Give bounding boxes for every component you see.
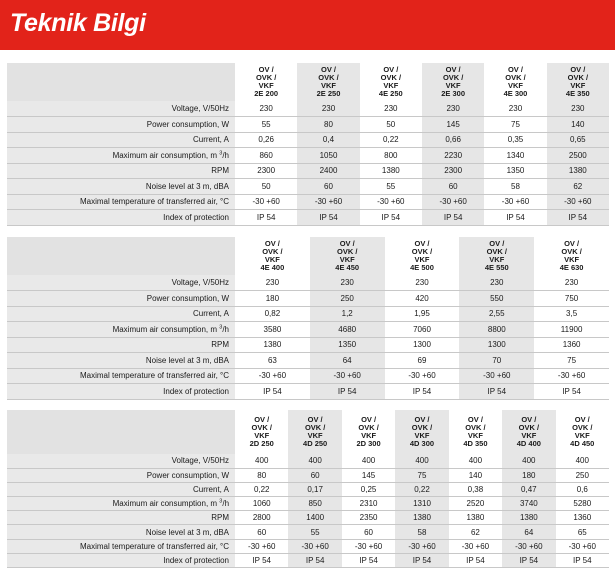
- table-cell: 3580: [235, 322, 310, 338]
- table-cell: IP 54: [422, 210, 484, 226]
- table-cell: -30 +60: [547, 194, 609, 210]
- table-row: [7, 539, 609, 553]
- model-series-line: VKF: [307, 431, 323, 440]
- table-cell: 0,4: [297, 132, 359, 148]
- table-cell: 5280: [556, 497, 609, 511]
- model-header: [547, 63, 609, 101]
- row-label: Index of protection: [7, 384, 235, 400]
- table-cell: 2500: [547, 148, 609, 164]
- model-series-line: VKF: [489, 255, 505, 264]
- table-cell: 1300: [459, 337, 534, 353]
- table-cell: 1,2: [310, 306, 385, 322]
- table-cell: 145: [342, 468, 395, 482]
- table-cell: IP 54: [534, 384, 609, 400]
- model-series-line: OVK /: [411, 423, 433, 432]
- row-label: Maximal temperature of transferred air, °C: [7, 539, 235, 553]
- table-cell: 1360: [556, 511, 609, 525]
- table-cell: 2520: [449, 497, 502, 511]
- table-cell: 1380: [395, 511, 448, 525]
- table-cell: 0,65: [547, 132, 609, 148]
- model-name: 2E 250: [316, 89, 341, 98]
- table-cell: 75: [395, 468, 448, 482]
- table-row: [7, 482, 609, 496]
- header-row: [7, 410, 609, 454]
- table-cell: 180: [502, 468, 555, 482]
- table-cell: 230: [484, 101, 546, 117]
- table-row: [7, 132, 609, 148]
- table-cell: 0,26: [235, 132, 297, 148]
- table-cell: IP 54: [310, 384, 385, 400]
- table-cell: 64: [502, 525, 555, 539]
- table-cell: 2800: [235, 511, 288, 525]
- table-cell: 0,66: [422, 132, 484, 148]
- table-cell: 400: [288, 454, 341, 468]
- table-cell: 140: [449, 468, 502, 482]
- model-series-line: OV /: [264, 239, 280, 248]
- table-cell: -30 +60: [297, 194, 359, 210]
- row-label: Voltage, V/50Hz: [7, 101, 235, 117]
- model-series-line: OVK /: [518, 423, 540, 432]
- table-cell: 850: [288, 497, 341, 511]
- model-series-line: OV /: [414, 239, 430, 248]
- model-series-line: OV /: [307, 415, 323, 424]
- model-series-line: VKF: [361, 431, 377, 440]
- table-cell: 1400: [288, 511, 341, 525]
- table-cell: 2230: [422, 148, 484, 164]
- table-cell: 64: [310, 353, 385, 369]
- header-blank: [7, 410, 235, 454]
- model-name: 2E 300: [441, 89, 466, 98]
- table-cell: 400: [449, 454, 502, 468]
- model-series-line: VKF: [258, 81, 274, 90]
- header-blank: [7, 63, 235, 101]
- table-row: [7, 454, 609, 468]
- table-row: [7, 368, 609, 384]
- model-series-line: OVK /: [486, 247, 507, 256]
- table-cell: 0,22: [360, 132, 422, 148]
- table-cell: 180: [235, 291, 310, 307]
- model-series-line: OV /: [467, 415, 483, 424]
- table-cell: -30 +60: [385, 368, 460, 384]
- model-header: [556, 410, 609, 454]
- table-row: [7, 306, 609, 322]
- table-cell: 0,6: [556, 482, 609, 496]
- model-series-line: VKF: [445, 81, 461, 90]
- table-cell: 60: [342, 525, 395, 539]
- table-cell: 400: [502, 454, 555, 468]
- table-cell: 1380: [235, 337, 310, 353]
- model-name: 4E 300: [503, 89, 528, 98]
- table-cell: 75: [534, 353, 609, 369]
- model-name: 4D 450: [570, 439, 595, 448]
- model-series-line: VKF: [574, 431, 590, 440]
- model-header: [342, 410, 395, 454]
- table-cell: 65: [556, 525, 609, 539]
- table-cell: -30 +60: [395, 539, 448, 553]
- table-row: [7, 384, 609, 400]
- table-cell: 1060: [235, 497, 288, 511]
- table-cell: 55: [235, 117, 297, 133]
- row-label: Maximum air consumption, m $^3$/h: [7, 322, 235, 338]
- row-label: Maximum air consumption, m $^3$/h: [7, 497, 235, 511]
- table-row: [7, 179, 609, 195]
- row-label: Current, A: [7, 132, 235, 148]
- model-name: 4E 400: [260, 263, 285, 272]
- table-cell: -30 +60: [556, 539, 609, 553]
- row-label: RPM: [7, 163, 235, 179]
- row-label: Maximal temperature of transferred air, °C: [7, 194, 235, 210]
- table-cell: 7060: [385, 322, 460, 338]
- table-cell: -30 +60: [534, 368, 609, 384]
- table-cell: -30 +60: [235, 539, 288, 553]
- table-cell: 75: [484, 117, 546, 133]
- model-series-line: OV /: [383, 65, 399, 74]
- model-series-line: OV /: [521, 415, 537, 424]
- table-cell: 1340: [484, 148, 546, 164]
- table-row: [7, 101, 609, 117]
- table-cell: IP 54: [502, 553, 555, 567]
- table-cell: 63: [235, 353, 310, 369]
- table-row: [7, 525, 609, 539]
- model-series-line: OV /: [320, 65, 336, 74]
- model-series-line: OVK /: [255, 73, 277, 82]
- model-series-line: OV /: [339, 239, 355, 248]
- table-row: [7, 163, 609, 179]
- table-cell: IP 54: [395, 553, 448, 567]
- table-cell: -30 +60: [235, 194, 297, 210]
- model-series-line: VKF: [383, 81, 399, 90]
- model-header: [360, 63, 422, 101]
- model-series-line: VKF: [264, 255, 280, 264]
- table-row: [7, 275, 609, 291]
- title-banner: [0, 0, 615, 50]
- header-row: [7, 237, 609, 275]
- table-cell: 230: [235, 275, 310, 291]
- table-cell: 0,47: [502, 482, 555, 496]
- row-label: Voltage, V/50Hz: [7, 275, 235, 291]
- model-header: [288, 410, 341, 454]
- table-cell: -30 +60: [502, 539, 555, 553]
- model-series-line: VKF: [339, 255, 355, 264]
- table-cell: 2300: [235, 163, 297, 179]
- model-series-line: VKF: [414, 431, 430, 440]
- table-cell: 2,55: [459, 306, 534, 322]
- row-label: Noise level at 3 m, dBA: [7, 525, 235, 539]
- model-series-line: OVK /: [262, 247, 283, 256]
- model-header: [395, 410, 448, 454]
- table-cell: IP 54: [360, 210, 422, 226]
- model-name: 2D 250: [249, 439, 274, 448]
- header-row: [7, 63, 609, 101]
- model-series-line: VKF: [414, 255, 430, 264]
- table-cell: 750: [534, 291, 609, 307]
- table-cell: 0,25: [342, 482, 395, 496]
- model-series-line: OVK /: [442, 73, 464, 82]
- table-cell: 140: [547, 117, 609, 133]
- table-cell: IP 54: [385, 384, 460, 400]
- model-series-line: OV /: [489, 239, 505, 248]
- model-name: 4D 350: [463, 439, 488, 448]
- model-series-line: OVK /: [561, 247, 582, 256]
- table-cell: IP 54: [235, 553, 288, 567]
- table-cell: 0,82: [235, 306, 310, 322]
- table-cell: IP 54: [297, 210, 359, 226]
- table-cell: 60: [235, 525, 288, 539]
- model-name: 2D 300: [356, 439, 381, 448]
- table-cell: 2310: [342, 497, 395, 511]
- table-cell: 400: [235, 454, 288, 468]
- table-cell: IP 54: [288, 553, 341, 567]
- model-name: 4D 300: [409, 439, 435, 448]
- table-cell: IP 54: [484, 210, 546, 226]
- model-name: 4E 450: [335, 263, 360, 272]
- model-series-line: OV /: [507, 65, 523, 74]
- model-series-line: OV /: [258, 65, 274, 74]
- table-row: [7, 353, 609, 369]
- table-cell: -30 +60: [310, 368, 385, 384]
- model-series-line: OVK /: [380, 73, 402, 82]
- model-series-line: OVK /: [465, 423, 486, 432]
- table-cell: 58: [484, 179, 546, 195]
- model-header: [235, 237, 310, 275]
- table-cell: 2400: [297, 163, 359, 179]
- table-row: [7, 291, 609, 307]
- table-cell: 250: [556, 468, 609, 482]
- table-cell: IP 54: [342, 553, 395, 567]
- table-cell: 3,5: [534, 306, 609, 322]
- table-cell: 1380: [449, 511, 502, 525]
- table-cell: 400: [395, 454, 448, 468]
- model-name: 4D 400: [516, 439, 541, 448]
- table-cell: 80: [235, 468, 288, 482]
- table-row: [7, 210, 609, 226]
- model-series-line: OV /: [361, 415, 377, 424]
- spec-table-1: [7, 63, 609, 226]
- row-label: Current, A: [7, 306, 235, 322]
- table-cell: 230: [459, 275, 534, 291]
- row-label: Power consumption, W: [7, 291, 235, 307]
- table-cell: 1050: [297, 148, 359, 164]
- model-series-line: OVK /: [358, 423, 379, 432]
- model-header: [385, 237, 460, 275]
- table-cell: -30 +60: [342, 539, 395, 553]
- row-label: Current, A: [7, 482, 235, 496]
- table-cell: IP 54: [235, 384, 310, 400]
- table-cell: 1300: [385, 337, 460, 353]
- table-cell: 1350: [484, 163, 546, 179]
- model-series-line: OV /: [414, 415, 430, 424]
- model-series-line: VKF: [320, 81, 336, 90]
- model-name: 4E 250: [378, 89, 403, 98]
- spec-table-3: [7, 410, 609, 568]
- row-label: Power consumption, W: [7, 468, 235, 482]
- table-cell: 1360: [534, 337, 609, 353]
- model-name: 4D 250: [303, 439, 328, 448]
- table-cell: 230: [235, 101, 297, 117]
- table-cell: 4680: [310, 322, 385, 338]
- table-cell: -30 +60: [484, 194, 546, 210]
- table-row: [7, 117, 609, 133]
- table-cell: 230: [360, 101, 422, 117]
- model-series-line: OVK /: [336, 247, 358, 256]
- table-cell: 1380: [547, 163, 609, 179]
- table-row: [7, 337, 609, 353]
- table-cell: -30 +60: [422, 194, 484, 210]
- table-cell: 800: [360, 148, 422, 164]
- model-header: [449, 410, 502, 454]
- row-label: RPM: [7, 511, 235, 525]
- model-header: [310, 237, 385, 275]
- row-label: Maximum air consumption, m $^3$/h: [7, 148, 235, 164]
- table-cell: 62: [547, 179, 609, 195]
- table-cell: 550: [459, 291, 534, 307]
- table-cell: 0,22: [395, 482, 448, 496]
- model-name: 4E 550: [484, 263, 509, 272]
- table-cell: 0,17: [288, 482, 341, 496]
- model-series-line: OVK /: [505, 73, 526, 82]
- table-row: [7, 511, 609, 525]
- table-cell: 1380: [360, 163, 422, 179]
- table-cell: 62: [449, 525, 502, 539]
- table-cell: 230: [422, 101, 484, 117]
- table-cell: 50: [235, 179, 297, 195]
- model-name: 4E 500: [410, 263, 434, 272]
- table-cell: 0,22: [235, 482, 288, 496]
- model-series-line: VKF: [570, 81, 586, 90]
- model-name: 4E 350: [565, 89, 590, 98]
- table-cell: 230: [385, 275, 460, 291]
- table-cell: -30 +60: [235, 368, 310, 384]
- row-label: RPM: [7, 337, 235, 353]
- table-cell: 230: [534, 275, 609, 291]
- table-cell: 2300: [422, 163, 484, 179]
- row-label: Noise level at 3 m, dBA: [7, 179, 235, 195]
- model-series-line: OVK /: [567, 73, 589, 82]
- table-cell: -30 +60: [459, 368, 534, 384]
- table-cell: 0,38: [449, 482, 502, 496]
- model-series-line: OVK /: [318, 73, 339, 82]
- model-series-line: OVK /: [411, 247, 433, 256]
- table-row: [7, 553, 609, 567]
- model-series-line: VKF: [521, 431, 537, 440]
- table-cell: 145: [422, 117, 484, 133]
- model-header: [534, 237, 609, 275]
- row-label: Noise level at 3 m, dBA: [7, 353, 235, 369]
- model-series-line: VKF: [467, 431, 483, 440]
- model-series-line: OV /: [445, 65, 461, 74]
- table-cell: 400: [342, 454, 395, 468]
- model-header: [297, 63, 359, 101]
- table-row: [7, 148, 609, 164]
- table-cell: 1350: [310, 337, 385, 353]
- table-cell: 230: [547, 101, 609, 117]
- table-cell: -30 +60: [449, 539, 502, 553]
- model-header: [484, 63, 546, 101]
- table-cell: 60: [422, 179, 484, 195]
- model-name: 2E 200: [254, 89, 279, 98]
- table-cell: IP 54: [459, 384, 534, 400]
- table-cell: 3740: [502, 497, 555, 511]
- table-cell: IP 54: [556, 553, 609, 567]
- table-cell: 420: [385, 291, 460, 307]
- table-row: [7, 322, 609, 338]
- table-cell: IP 54: [449, 553, 502, 567]
- table-cell: 230: [297, 101, 359, 117]
- model-series-line: VKF: [564, 255, 580, 264]
- model-series-line: OV /: [254, 415, 270, 424]
- model-header: [235, 410, 288, 454]
- table-cell: 60: [288, 468, 341, 482]
- model-header: [459, 237, 534, 275]
- table-cell: 55: [360, 179, 422, 195]
- table-cell: -30 +60: [360, 194, 422, 210]
- row-label: Index of protection: [7, 553, 235, 567]
- model-series-line: OV /: [574, 415, 590, 424]
- table-row: [7, 497, 609, 511]
- table-cell: 860: [235, 148, 297, 164]
- model-series-line: OVK /: [251, 423, 272, 432]
- table-cell: 400: [556, 454, 609, 468]
- table-row: [7, 194, 609, 210]
- table-cell: 230: [310, 275, 385, 291]
- row-label: Index of protection: [7, 210, 235, 226]
- row-label: Power consumption, W: [7, 117, 235, 133]
- table-cell: 1380: [502, 511, 555, 525]
- model-series-line: OV /: [564, 239, 580, 248]
- table-cell: 1310: [395, 497, 448, 511]
- header-blank: [7, 237, 235, 275]
- table-row: [7, 468, 609, 482]
- model-series-line: VKF: [507, 81, 523, 90]
- table-cell: 11900: [534, 322, 609, 338]
- table-cell: IP 54: [547, 210, 609, 226]
- model-header: [502, 410, 555, 454]
- model-series-line: OVK /: [304, 423, 326, 432]
- table-cell: 60: [297, 179, 359, 195]
- table-cell: 55: [288, 525, 341, 539]
- table-cell: 250: [310, 291, 385, 307]
- row-label: Maximal temperature of transferred air, °C: [7, 368, 235, 384]
- model-header: [235, 63, 297, 101]
- model-series-line: OV /: [570, 65, 586, 74]
- model-series-line: OVK /: [572, 423, 593, 432]
- table-cell: 2350: [342, 511, 395, 525]
- page-title: Teknik Bilgi: [10, 9, 146, 37]
- table-cell: 69: [385, 353, 460, 369]
- table-cell: 1,95: [385, 306, 460, 322]
- model-header: [422, 63, 484, 101]
- table-cell: 58: [395, 525, 448, 539]
- table-cell: 50: [360, 117, 422, 133]
- row-label: Voltage, V/50Hz: [7, 454, 235, 468]
- table-cell: -30 +60: [288, 539, 341, 553]
- model-series-line: VKF: [254, 431, 270, 440]
- table-cell: 70: [459, 353, 534, 369]
- table-cell: 80: [297, 117, 359, 133]
- model-name: 4E 630: [559, 263, 584, 272]
- table-cell: IP 54: [235, 210, 297, 226]
- spec-table-2: [7, 237, 609, 400]
- table-cell: 0,35: [484, 132, 546, 148]
- table-cell: 8800: [459, 322, 534, 338]
